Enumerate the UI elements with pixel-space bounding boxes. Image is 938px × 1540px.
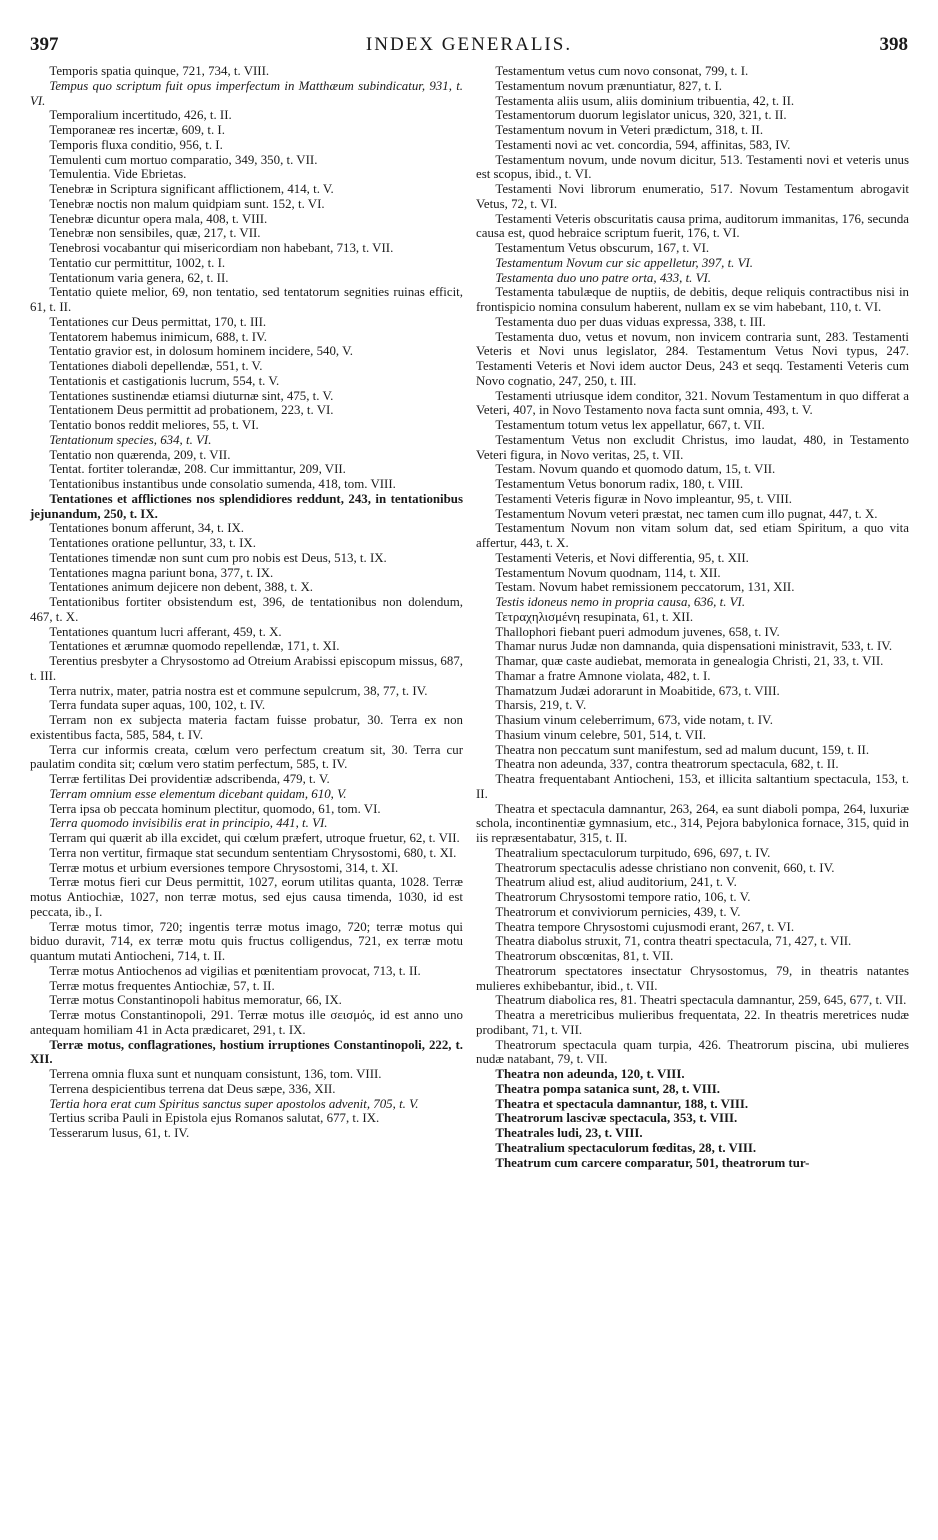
index-entry: Tenebræ in Scriptura significant afflictionem, 414, t. V.	[49, 182, 334, 196]
index-entry: Theatrorum spectatores insectatur Chrysostomus, 79, in theatris natantes mulieres exhibebantur, ibid., t. VII.	[476, 963, 909, 993]
index-entry: Theatra diabolus struxit, 71, contra theatri spectacula, 71, 427, t. VII.	[495, 934, 852, 949]
index-entry: Theatrales ludi, 23, t. VIII.	[495, 1126, 643, 1140]
index-entry: Tentationes diaboli depellendæ, 551, t. V.	[49, 359, 263, 373]
page-title: INDEX GENERALIS.	[365, 34, 573, 55]
index-entry: Theatra non adeunda, 337, contra theatrorum spectacula, 682, t. II.	[495, 757, 839, 772]
index-entry: Tentationes oratione pelluntur, 33, t. IX.	[49, 536, 256, 550]
index-entry: Testamentum novum, unde novum dicitur, 513. Testamenti novi et veteris unus est scopus, ibid., t. VI.	[476, 152, 909, 182]
index-entry: Theatralium spectaculorum fœditas, 28, t. VIII.	[495, 1140, 757, 1155]
index-entry: Thasium vinum celebre, 501, 514, t. VII.	[495, 727, 706, 742]
index-entry: Thamar a fratre Amnone violata, 482, t. I.	[495, 668, 711, 683]
index-entry: Terræ motus Constantinopoli habitus memoratur, 66, IX.	[49, 993, 342, 1008]
index-entry: Testamentorum duorum legislator unicus, 320, 321, t. II.	[495, 108, 787, 123]
index-entry: Tentatio quiete melior, 69, non tentatio, sed tentatorum segnities ruinas efficit, 61, t. II.	[30, 285, 463, 314]
index-entry: Terræ motus fieri cur Deus permittit, 1027, eorum utilitas quanta, 1028. Terræ motus Antiochiæ, 1027, non terræ motus, sed ejus causa timenda, 1030, id est peccata, ib., I.	[30, 875, 463, 919]
index-entry: Tentat. fortiter tolerandæ, 208. Cur immittantur, 209, VII.	[49, 462, 346, 477]
index-entry: Thallophori fiebant pueri admodum juvenes, 658, t. IV.	[495, 624, 780, 639]
index-entry: Terrena despicientibus terrena dat Deus sæpe, 336, XII.	[49, 1081, 336, 1096]
index-entry: Tentationes et ærumnæ quomodo repellendæ, 171, t. XI.	[49, 639, 340, 654]
index-entry: Theatra et spectacula damnantur, 263, 264, ea sunt diaboli pompa, 264, luxuriæ schola, incontinentiæ gymnasium, etc., 314, Pejora babylonica fornace, 315, quid in iis repræsentabatur, 315, t. II.	[476, 801, 909, 845]
index-entry: Testamenti Veteris figuræ in Novo impleantur, 95, t. VIII.	[495, 491, 793, 506]
index-entry: Theatrum cum carcere comparatur, 501, theatrorum tur-	[495, 1155, 810, 1170]
index-entry: Tenebræ non sensibiles, quæ, 217, t. VII.	[49, 226, 261, 241]
right-page-number: 398	[879, 34, 908, 55]
index-entry: Terram non ex subjecta materia factam fuisse probatur, 30. Terra ex non existentibus facta, 585, 584, t. IV.	[30, 713, 463, 742]
index-entry: Testamentum Novum non vitam solum dat, sed etiam Spiritum, a quo vita affertur, 443, t. X.	[476, 521, 909, 550]
index-entry: Testis idoneus nemo in propria causa, 636, t. VI.	[495, 595, 746, 609]
index-entry: Tentatorem habemus inimicum, 688, t. IV.	[49, 329, 267, 344]
index-entry: Testamenti Novi librorum enumeratio, 517. Novum Testamentum abrogavit Vetus, 72, t. VI.	[476, 182, 909, 211]
index-entry: Tentatio bonos reddit meliores, 55, t. VI.	[49, 418, 259, 432]
index-entry: Terra nutrix, mater, patria nostra est et commune sepulcrum, 38, 77, t. IV.	[49, 683, 428, 698]
index-entry: Thamar, quæ caste audiebat, memorata in genealogia Christi, 21, 33, t. VII.	[495, 654, 884, 668]
index-entry: Tentationes bonum afferunt, 34, t. IX.	[49, 521, 245, 536]
index-entry: Tentationem Deus permittit ad probationem, 223, t. VI.	[49, 403, 334, 418]
index-entry: Terentius presbyter a Chrysostomo ad Otreium Arabissi episcopum missus, 687, t. III.	[30, 654, 463, 683]
index-entry: Terræ fertilitas Dei providentiæ adscribenda, 479, t. V.	[49, 772, 330, 786]
index-entry: Temporalium incertitudo, 426, t. II.	[49, 108, 232, 123]
index-entry: Terram qui quærit ab illa excidet, qui cœlum præfert, utroque fruetur, 62, t. VII.	[49, 831, 460, 845]
index-entry: Tentationum varia genera, 62, t. II.	[49, 270, 229, 285]
index-entry: Thasium vinum celeberrimum, 673, vide notam, t. IV.	[495, 713, 773, 727]
index-entry: Terrena omnia fluxa sunt et nunquam consistunt, 136, tom. VIII.	[49, 1067, 382, 1081]
index-entry: Testamentum Vetus bonorum radix, 180, t. VIII.	[495, 477, 744, 491]
index-entry: Testamentum Novum quodnam, 114, t. XII.	[495, 565, 721, 580]
index-entry: Testamentum Vetus obscurum, 167, t. VI.	[495, 241, 710, 255]
index-entry: Testamentum novum in Veteri prædictum, 318, t. II.	[495, 123, 764, 137]
index-entry: Thamar nurus Judæ non damnanda, quia dispensationi ministravit, 533, t. IV.	[495, 639, 893, 654]
index-entry: Testamenti utriusque idem conditor, 321. Novum Testamentum in quo differat a Veteri, 407, in Novo Testamento nova facta sunt omnia, 493, t. V.	[476, 388, 909, 418]
index-entry: Theatrorum obscœnitas, 81, t. VII.	[495, 949, 674, 963]
index-entry: Testam. Novum habet remissionem peccatorum, 131, XII.	[495, 580, 795, 595]
index-entry: Testamenta aliis usum, aliis dominium tribuentia, 42, t. II.	[495, 93, 795, 108]
index-entry: Testamentum Novum cur sic appelletur, 397, t. VI.	[495, 255, 754, 270]
index-entry: Testamenti novi ac vet. concordia, 594, affinitas, 583, IV.	[495, 137, 791, 152]
index-entry: Testamenti Veteris obscuritatis causa prima, auditorum immanitas, 176, secunda causa est, quod hebraice scriptum fuerit, 176, t. VI.	[476, 211, 909, 241]
page-header	[0, 34, 938, 58]
index-entry: Tentationes magna pariunt bona, 377, t. IX.	[49, 565, 274, 580]
index-entry: Testamenta duo, vetus et novum, non invicem contraria sunt, 283. Testamenti Veteris et Novi unus legislator, 284. Testamentum Vetus Novi typus, 247. Testamenti Veteris et Novi idem auctor Deus, 243 et seqq. Testamenti Veteris cum Novo cognatio, 247, 250, t. III.	[476, 329, 909, 388]
index-entry: Theatra frequentabant Antiocheni, 153, et illicita saltantium spectacula, 153, t. II.	[476, 772, 909, 801]
index-entry: Tentationes quantum lucri afferant, 459, t. X.	[49, 624, 282, 639]
index-entry: Testamenta tabulæque de nuptiis, de debitis, deque reliquis contractibus nisi in frontispicio nomina consulum haberent, nullam ex se vim habebant, 110, t. VI.	[476, 285, 909, 314]
index-entry: Tentationibus instantibus unde consolatio sumenda, 418, tom. VIII.	[49, 477, 396, 491]
index-entry: Tempus quo scriptum fuit opus imperfectum in Matthæum subindicatur, 931, t. VI.	[30, 78, 463, 108]
index-entry: Tentationes et afflictiones nos splendidiores reddunt, 243, in tentationibus jejunandum, 250, t. IX.	[30, 491, 463, 521]
left-page-number: 397	[30, 34, 59, 55]
index-entry: Testamentum novum prænuntiatur, 827, t. I.	[495, 78, 722, 93]
index-entry: Tertius scriba Pauli in Epistola ejus Romanos salutat, 677, t. IX.	[49, 1111, 380, 1126]
index-entry: Tentationibus fortiter obsistendum est, 396, de tentationibus non dolendum, 467, t. X.	[30, 595, 463, 624]
index-entry: Terræ motus timor, 720; ingentis terræ motus imago, 720; terræ motus qui biduo duravit, 714, ex terræ motu quis fructus colligendus, 721, ex terræ motu quantum mutati Antiocheni, 714, t. II.	[30, 919, 463, 963]
index-entry: Testamenti Veteris, et Novi differentia, 95, t. XII.	[495, 550, 749, 565]
index-entry: Testamentum vetus cum novo consonat, 799, t. I.	[495, 64, 749, 78]
index-entry: Testamentum totum vetus lex appellatur, 667, t. VII.	[495, 418, 765, 432]
index-entry: Temporaneæ res incertæ, 609, t. I.	[49, 123, 225, 137]
index-entry: Tentationum species, 634, t. VI.	[49, 432, 212, 447]
index-entry: Temporis fluxa conditio, 956, t. I.	[49, 137, 223, 152]
index-entry: Theatrorum lascivæ spectacula, 353, t. VIII.	[495, 1111, 738, 1126]
right-column	[476, 64, 909, 1170]
index-entry: Testamenta duo uno patre orta, 433, t. VI.	[495, 270, 712, 285]
index-entry: Temulentia. Vide Ebrietas.	[49, 167, 187, 182]
index-entry: Terra ipsa ob peccata hominum plectitur, quomodo, 61, tom. VI.	[49, 801, 381, 816]
index-entry: Τετραχηλισμένη resupinata, 61, t. XII.	[495, 609, 694, 624]
index-entry: Testamentum Novum veteri præstat, nec tamen cum illo pugnat, 447, t. X.	[495, 506, 878, 521]
index-entry: Theatra tempore Chrysostomi cujusmodi erant, 267, t. VI.	[495, 919, 795, 934]
index-entry: Tenebræ dicuntur opera mala, 408, t. VIII.	[49, 211, 268, 226]
index-entry: Tentatio gravior est, in dolosum hominem incidere, 540, V.	[49, 344, 353, 359]
index-entry: Testam. Novum quando et quomodo datum, 15, t. VII.	[495, 462, 776, 477]
index-entry: Terræ motus frequentes Antiochiæ, 57, t. II.	[49, 978, 275, 993]
index-entry: Theatrum diabolica res, 81. Theatri spectacula damnantur, 259, 645, 677, t. VII.	[495, 993, 907, 1008]
index-entry: Terræ motus Antiochenos ad vigilias et pœnitentiam provocat, 713, t. II.	[49, 963, 421, 978]
index-entry: Terræ motus et urbium eversiones tempore Chrysostomi, 314, t. XI.	[49, 860, 399, 875]
index-entry: Theatrorum et conviviorum pernicies, 439, t. V.	[495, 904, 741, 919]
index-entry: Theatrorum spectacula quam turpia, 426. Theatrorum piscina, ubi mulieres nudæ natabant, 79, t. VII.	[476, 1037, 909, 1067]
index-entry: Tentationes sustinendæ etiamsi diuturnæ sint, 475, t. V.	[49, 388, 334, 403]
index-entry: Tentationes animum dejicere non debent, 388, t. X.	[49, 580, 313, 595]
index-entry: Testamentum Vetus non excludit Christus, imo laudat, 480, in Testamento Veteri figura, in Novo veritas, 25, t. VII.	[476, 432, 909, 462]
index-entry: Theatra non peccatum sunt manifestum, sed ad malum ducunt, 159, t. II.	[495, 742, 870, 757]
index-entry: Theatra et spectacula damnantur, 188, t. VIII.	[495, 1096, 749, 1111]
index-entry: Tharsis, 219, t. V.	[495, 698, 587, 713]
index-entry: Theatrorum spectaculis adesse christiano non convenit, 660, t. IV.	[495, 860, 835, 875]
index-entry: Tenebræ noctis non malum quidpiam sunt. 152, t. VI.	[49, 196, 325, 211]
index-entry: Tentationes cur Deus permittat, 170, t. III.	[49, 314, 267, 329]
index-entry: Theatra a meretricibus mulieribus frequentata, 22. In theatris meretrices nudæ prodibant, 71, t. VII.	[476, 1008, 909, 1037]
index-entry: Temulenti cum mortuo comparatio, 349, 350, t. VII.	[49, 152, 318, 167]
index-entry: Tentatio cur permittitur, 1002, t. I.	[49, 255, 226, 270]
index-entry: Tentationis et castigationis lucrum, 554, t. V.	[49, 373, 280, 388]
index-entry: Theatra pompa satanica sunt, 28, t. VIII.	[495, 1081, 721, 1096]
left-column	[30, 64, 463, 1141]
index-entry: Theatrum aliud est, aliud auditorium, 241, t. V.	[495, 875, 737, 890]
index-entry: Temporis spatia quinque, 721, 734, t. VIII.	[49, 64, 270, 78]
index-entry: Terra cur informis creata, cœlum vero perfectum creatum sit, 30. Terra cur paulatim condita sit; cœlum vero statim perfectum, 585, t. IV.	[30, 742, 463, 772]
index-entry: Theatra non adeunda, 120, t. VIII.	[495, 1067, 685, 1081]
index-entry: Testamenta duo per duas viduas expressa, 338, t. III.	[495, 314, 766, 329]
index-entry: Terra fundata super aquas, 100, 102, t. IV.	[49, 698, 266, 713]
index-entry: Tesserarum lusus, 61, t. IV.	[49, 1126, 190, 1140]
index-entry: Terram omnium esse elementum dicebant quidam, 610, V.	[49, 786, 347, 801]
index-entry: Thamatzum Judæi adorarunt in Moabitide, 673, t. VIII.	[495, 683, 780, 698]
index-entry: Tenebrosi vocabantur qui misericordiam non habebant, 713, t. VII.	[49, 241, 394, 255]
index-entry: Tentatio non quærenda, 209, t. VII.	[49, 447, 231, 462]
index-entry: Terræ motus Constantinopoli, 291. Terræ motus ille σεισμός, id est anno uno antequam homiliam 41 in Acta prædicaret, 291, t. IX.	[30, 1008, 463, 1037]
index-entry: Tertia hora erat cum Spiritus sanctus super apostolos advenit, 705, t. V.	[49, 1096, 419, 1111]
index-entry: Terræ motus, conflagrationes, hostium irruptiones Constantinopoli, 222, t. XII.	[30, 1037, 463, 1067]
index-entry: Terra quomodo invisibilis erat in principio, 441, t. VI.	[49, 816, 328, 831]
index-entry: Tentationes timendæ non sunt cum pro nobis est Deus, 513, t. IX.	[49, 550, 387, 565]
index-entry: Terra non vertitur, firmaque stat secundum sententiam Chrysostomi, 680, t. XI.	[49, 845, 457, 860]
index-entry: Theatralium spectaculorum turpitudo, 696, 697, t. IV.	[495, 845, 771, 860]
index-entry: Theatrorum Chrysostomi tempore ratio, 106, t. V.	[495, 890, 751, 904]
